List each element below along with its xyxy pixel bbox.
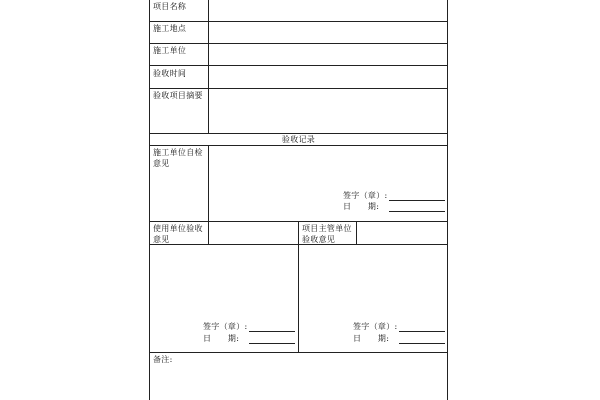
construction-unit-field[interactable] xyxy=(210,46,446,64)
row-divider xyxy=(149,352,448,353)
remarks-label: 备注: xyxy=(153,355,173,364)
row-divider xyxy=(149,43,448,44)
user-unit-date-line[interactable] xyxy=(249,343,295,344)
project-name-field[interactable] xyxy=(210,2,446,20)
contractor-sign-line[interactable] xyxy=(389,200,445,201)
row-divider xyxy=(149,88,448,89)
site-location-field[interactable] xyxy=(210,24,446,42)
contractor-self-check-label: 施工单位自检意见 xyxy=(153,148,203,168)
label-column-divider xyxy=(208,145,209,221)
form-right-border xyxy=(447,0,448,400)
section-title: 验收记录 xyxy=(281,135,316,144)
form-left-border xyxy=(149,0,150,400)
supervisor-date-line[interactable] xyxy=(399,343,445,344)
row-divider xyxy=(149,65,448,66)
supervisor-opinion-header-field[interactable] xyxy=(358,223,446,243)
acceptance-form xyxy=(149,0,448,400)
user-unit-date-label: 日 期: xyxy=(203,334,240,343)
acceptance-time-field[interactable] xyxy=(210,68,446,87)
row-divider xyxy=(149,21,448,22)
acceptance-summary-label: 验收项目摘要 xyxy=(153,91,203,100)
acceptance-summary-field[interactable] xyxy=(210,90,446,132)
site-location-label: 施工地点 xyxy=(153,24,187,33)
user-unit-opinion-label: 使用单位验收意见 xyxy=(153,224,203,244)
row-divider xyxy=(149,145,448,146)
user-unit-sign-line[interactable] xyxy=(249,331,295,332)
contractor-date-label: 日 期: xyxy=(343,202,380,211)
opinion-column-divider xyxy=(298,221,299,352)
project-name-label: 项目名称 xyxy=(153,2,187,11)
acceptance-time-label: 验收时间 xyxy=(153,69,187,78)
user-unit-opinion-header-field[interactable] xyxy=(210,223,297,243)
supervisor-opinion-label: 项目主管单位验收意见 xyxy=(302,224,352,244)
label-column-divider xyxy=(356,221,357,244)
contractor-date-line[interactable] xyxy=(389,211,445,212)
contractor-sign-label: 签字（章）: xyxy=(343,191,388,200)
construction-unit-label: 施工单位 xyxy=(153,46,187,55)
remarks-field[interactable] xyxy=(179,354,446,398)
supervisor-sign-label: 签字（章）: xyxy=(353,322,398,331)
user-unit-sign-label: 签字（章）: xyxy=(203,322,248,331)
contractor-self-check-field[interactable] xyxy=(210,147,446,220)
supervisor-date-label: 日 期: xyxy=(353,334,390,343)
label-column-divider xyxy=(208,221,209,244)
supervisor-sign-line[interactable] xyxy=(399,331,445,332)
label-column-divider xyxy=(208,0,209,133)
